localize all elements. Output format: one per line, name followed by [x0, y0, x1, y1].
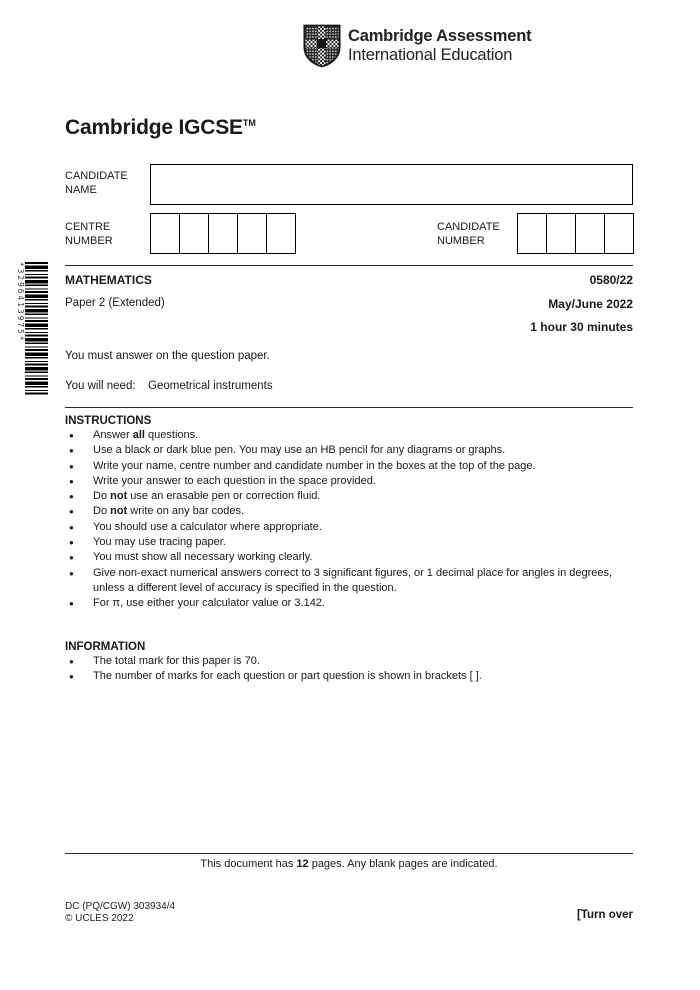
- information-text: The number of marks for each question or part question is shown in brackets [ ].: [93, 670, 482, 683]
- barcode: [14, 262, 48, 395]
- candidate-name-label: [65, 169, 128, 197]
- instruction-item: [65, 474, 633, 489]
- instruction-text: Use a black or dark blue pen. You may use an HB pencil for any diagrams or graphs.: [93, 444, 506, 457]
- cambridge-logo: [303, 24, 531, 68]
- pages-note: This document has 12 pages. Any blank pages are indicated.: [200, 858, 498, 870]
- candidate-number-label-line2: NUMBER: [437, 235, 485, 247]
- centre-number-cell[interactable]: [150, 213, 180, 254]
- bullet-icon: ●: [69, 553, 74, 563]
- instruction-item: [65, 459, 633, 474]
- instruction-item: [65, 566, 633, 597]
- bullet-icon: ●: [69, 476, 74, 486]
- instruction-item: [65, 596, 633, 611]
- trademark-symbol: TM: [242, 118, 256, 128]
- instruction-text: Do not use an erasable pen or correction fluid.: [93, 490, 321, 503]
- bullet-icon: ●: [69, 492, 74, 502]
- instruction-item: [65, 428, 633, 443]
- subject-name: MATHEMATICS: [65, 273, 152, 287]
- candidate-number-cell[interactable]: [517, 213, 547, 254]
- bullet-icon: ●: [69, 507, 74, 517]
- candidate-number-cell[interactable]: [546, 213, 576, 254]
- subject-row: [65, 273, 633, 287]
- candidate-number-label: [437, 220, 500, 248]
- bullet-icon: ●: [69, 522, 74, 532]
- instruction-item: [65, 504, 633, 519]
- title-text: Cambridge IGCSE: [65, 116, 243, 139]
- instructions-section: [65, 415, 633, 612]
- instruction-item: [65, 520, 633, 535]
- bullet-icon: ●: [69, 538, 74, 548]
- paper-variant: Paper 2 (Extended): [65, 297, 165, 309]
- instruction-text: Write your name, centre number and candidate number in the boxes at the top of the page.: [93, 459, 536, 472]
- doc-code: DC (PQ/CGW) 303934/4: [65, 901, 176, 912]
- information-section: [65, 641, 633, 685]
- candidate-number-boxes: [517, 213, 634, 254]
- answer-note: You must answer on the question paper.: [65, 350, 270, 362]
- centre-number-cell[interactable]: [237, 213, 267, 254]
- bullet-icon: ●: [69, 657, 74, 666]
- candidate-number-cell[interactable]: [604, 213, 634, 254]
- information-item: [65, 669, 633, 684]
- instruction-text: Answer all questions.: [93, 429, 199, 441]
- candidate-name-label-line1: CANDIDATE: [65, 170, 128, 182]
- materials-label: You will need:: [65, 380, 136, 392]
- instruction-item: [65, 489, 633, 504]
- instruction-text: Give non-exact numerical answers correct to 3 significant figures, or 1 decimal place for angles in degrees, unless a different level of accuracy is specified in the question.: [93, 566, 613, 594]
- instruction-text: You may use tracing paper.: [93, 536, 226, 549]
- divider-instructions: [65, 407, 633, 408]
- cambridge-shield-icon: [303, 24, 341, 68]
- instruction-text: Do not write on any bar codes.: [93, 505, 245, 518]
- bullet-icon: ●: [69, 568, 74, 578]
- bullet-icon: ●: [69, 461, 74, 471]
- turn-over-note: [Turn over: [576, 909, 633, 921]
- centre-number-label: [65, 220, 113, 248]
- information-item: [65, 654, 633, 669]
- centre-number-cell[interactable]: [208, 213, 238, 254]
- page-title: [65, 116, 256, 140]
- logo-line2: International Education: [348, 46, 513, 64]
- information-list: [65, 654, 633, 685]
- candidate-name-label-line2: NAME: [65, 184, 97, 196]
- instruction-item: [65, 550, 633, 565]
- instruction-item: [65, 443, 633, 458]
- divider-footer: [65, 853, 633, 854]
- centre-number-boxes: [150, 213, 296, 254]
- barcode-bars-icon: [25, 262, 48, 395]
- cambridge-logo-text: [348, 27, 531, 66]
- candidate-number-cell[interactable]: [575, 213, 605, 254]
- imprint: [65, 901, 175, 924]
- centre-number-cell[interactable]: [179, 213, 209, 254]
- bullet-icon: ●: [69, 599, 74, 609]
- barcode-digits: *3296413975*: [16, 262, 25, 343]
- materials-value: Geometrical instruments: [148, 380, 273, 392]
- copyright: © UCLES 2022: [65, 912, 134, 924]
- duration-row: [65, 320, 633, 334]
- centre-number-label-line2: NUMBER: [65, 235, 113, 247]
- information-heading: INFORMATION: [65, 641, 146, 653]
- candidate-name-input-box[interactable]: [150, 164, 633, 205]
- instruction-item: [65, 535, 633, 550]
- logo-line1: Cambridge Assessment: [348, 26, 532, 45]
- materials-note: [65, 380, 273, 392]
- exam-duration: 1 hour 30 minutes: [530, 320, 633, 334]
- divider-top: [65, 265, 633, 266]
- instruction-text: For π, use either your calculator value or 3.142.: [93, 597, 325, 610]
- paper-code: 0580/22: [589, 273, 633, 287]
- bullet-icon: ●: [69, 672, 74, 682]
- centre-number-cell[interactable]: [266, 213, 296, 254]
- candidate-number-label-line1: CANDIDATE: [437, 221, 500, 233]
- instruction-text: You should use a calculator where appropriate.: [93, 520, 322, 533]
- information-text: The total mark for this paper is 70.: [93, 655, 260, 667]
- instruction-text: You must show all necessary working clearly.: [93, 551, 313, 564]
- instructions-list: [65, 428, 633, 612]
- paper-row: [65, 297, 633, 311]
- centre-number-label-line1: CENTRE: [65, 221, 111, 233]
- bullet-icon: ●: [69, 431, 74, 440]
- bullet-icon: ●: [69, 446, 74, 456]
- exam-session: May/June 2022: [548, 297, 633, 311]
- instructions-heading: INSTRUCTIONS: [65, 415, 152, 427]
- instruction-text: Write your answer to each question in the space provided.: [93, 474, 376, 487]
